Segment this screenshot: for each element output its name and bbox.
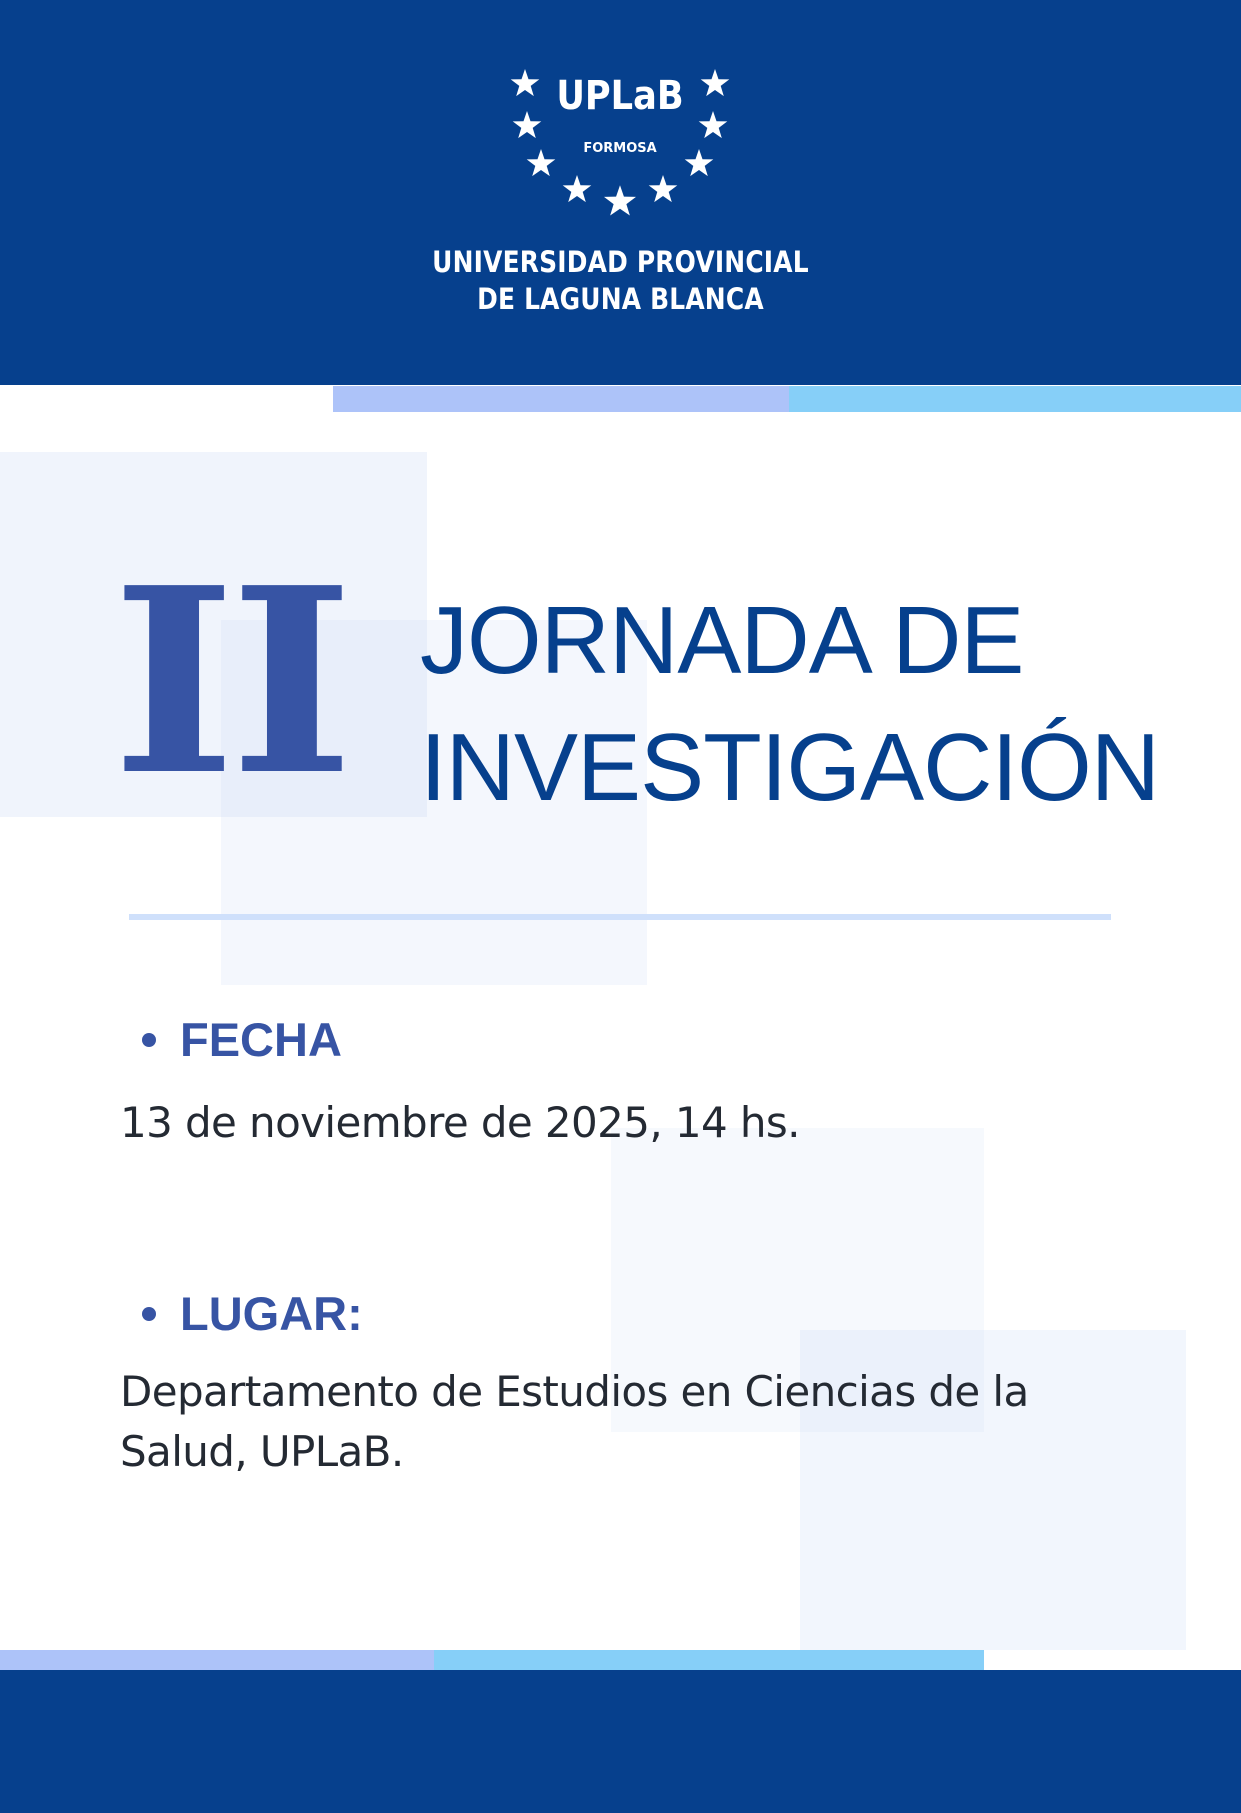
event-title-line2: INVESTIGACIÓN — [420, 714, 1160, 821]
top-accent-stripe-lavender — [333, 386, 789, 412]
top-accent-stripe-sky — [789, 386, 1241, 412]
edition-numeral: II — [112, 533, 348, 832]
logo-location: FORMOSA — [583, 141, 657, 156]
footer-band — [0, 1670, 1241, 1813]
university-name-line2: DE LAGUNA BLANCA — [477, 282, 764, 316]
place-label: LUGAR: — [180, 1287, 363, 1340]
bullet-icon — [142, 1307, 156, 1321]
logo-wordmark: UPLaB — [556, 71, 684, 119]
date-label: FECHA — [180, 1013, 342, 1066]
university-name-line1: UNIVERSIDAD PROVINCIAL — [432, 245, 809, 279]
place-value: Departamento de Estudios en Ciencias de la Salud, UPLaB. — [120, 1367, 1029, 1476]
section-divider — [129, 914, 1111, 920]
uplab-logo — [470, 55, 770, 230]
bottom-accent-stripe-lavender — [0, 1650, 434, 1670]
event-title-line1: JORNADA DE — [420, 587, 1024, 694]
bullet-icon — [142, 1033, 156, 1047]
bottom-accent-stripe-sky — [434, 1650, 984, 1670]
date-value: 13 de noviembre de 2025, 14 hs. — [120, 1098, 800, 1147]
